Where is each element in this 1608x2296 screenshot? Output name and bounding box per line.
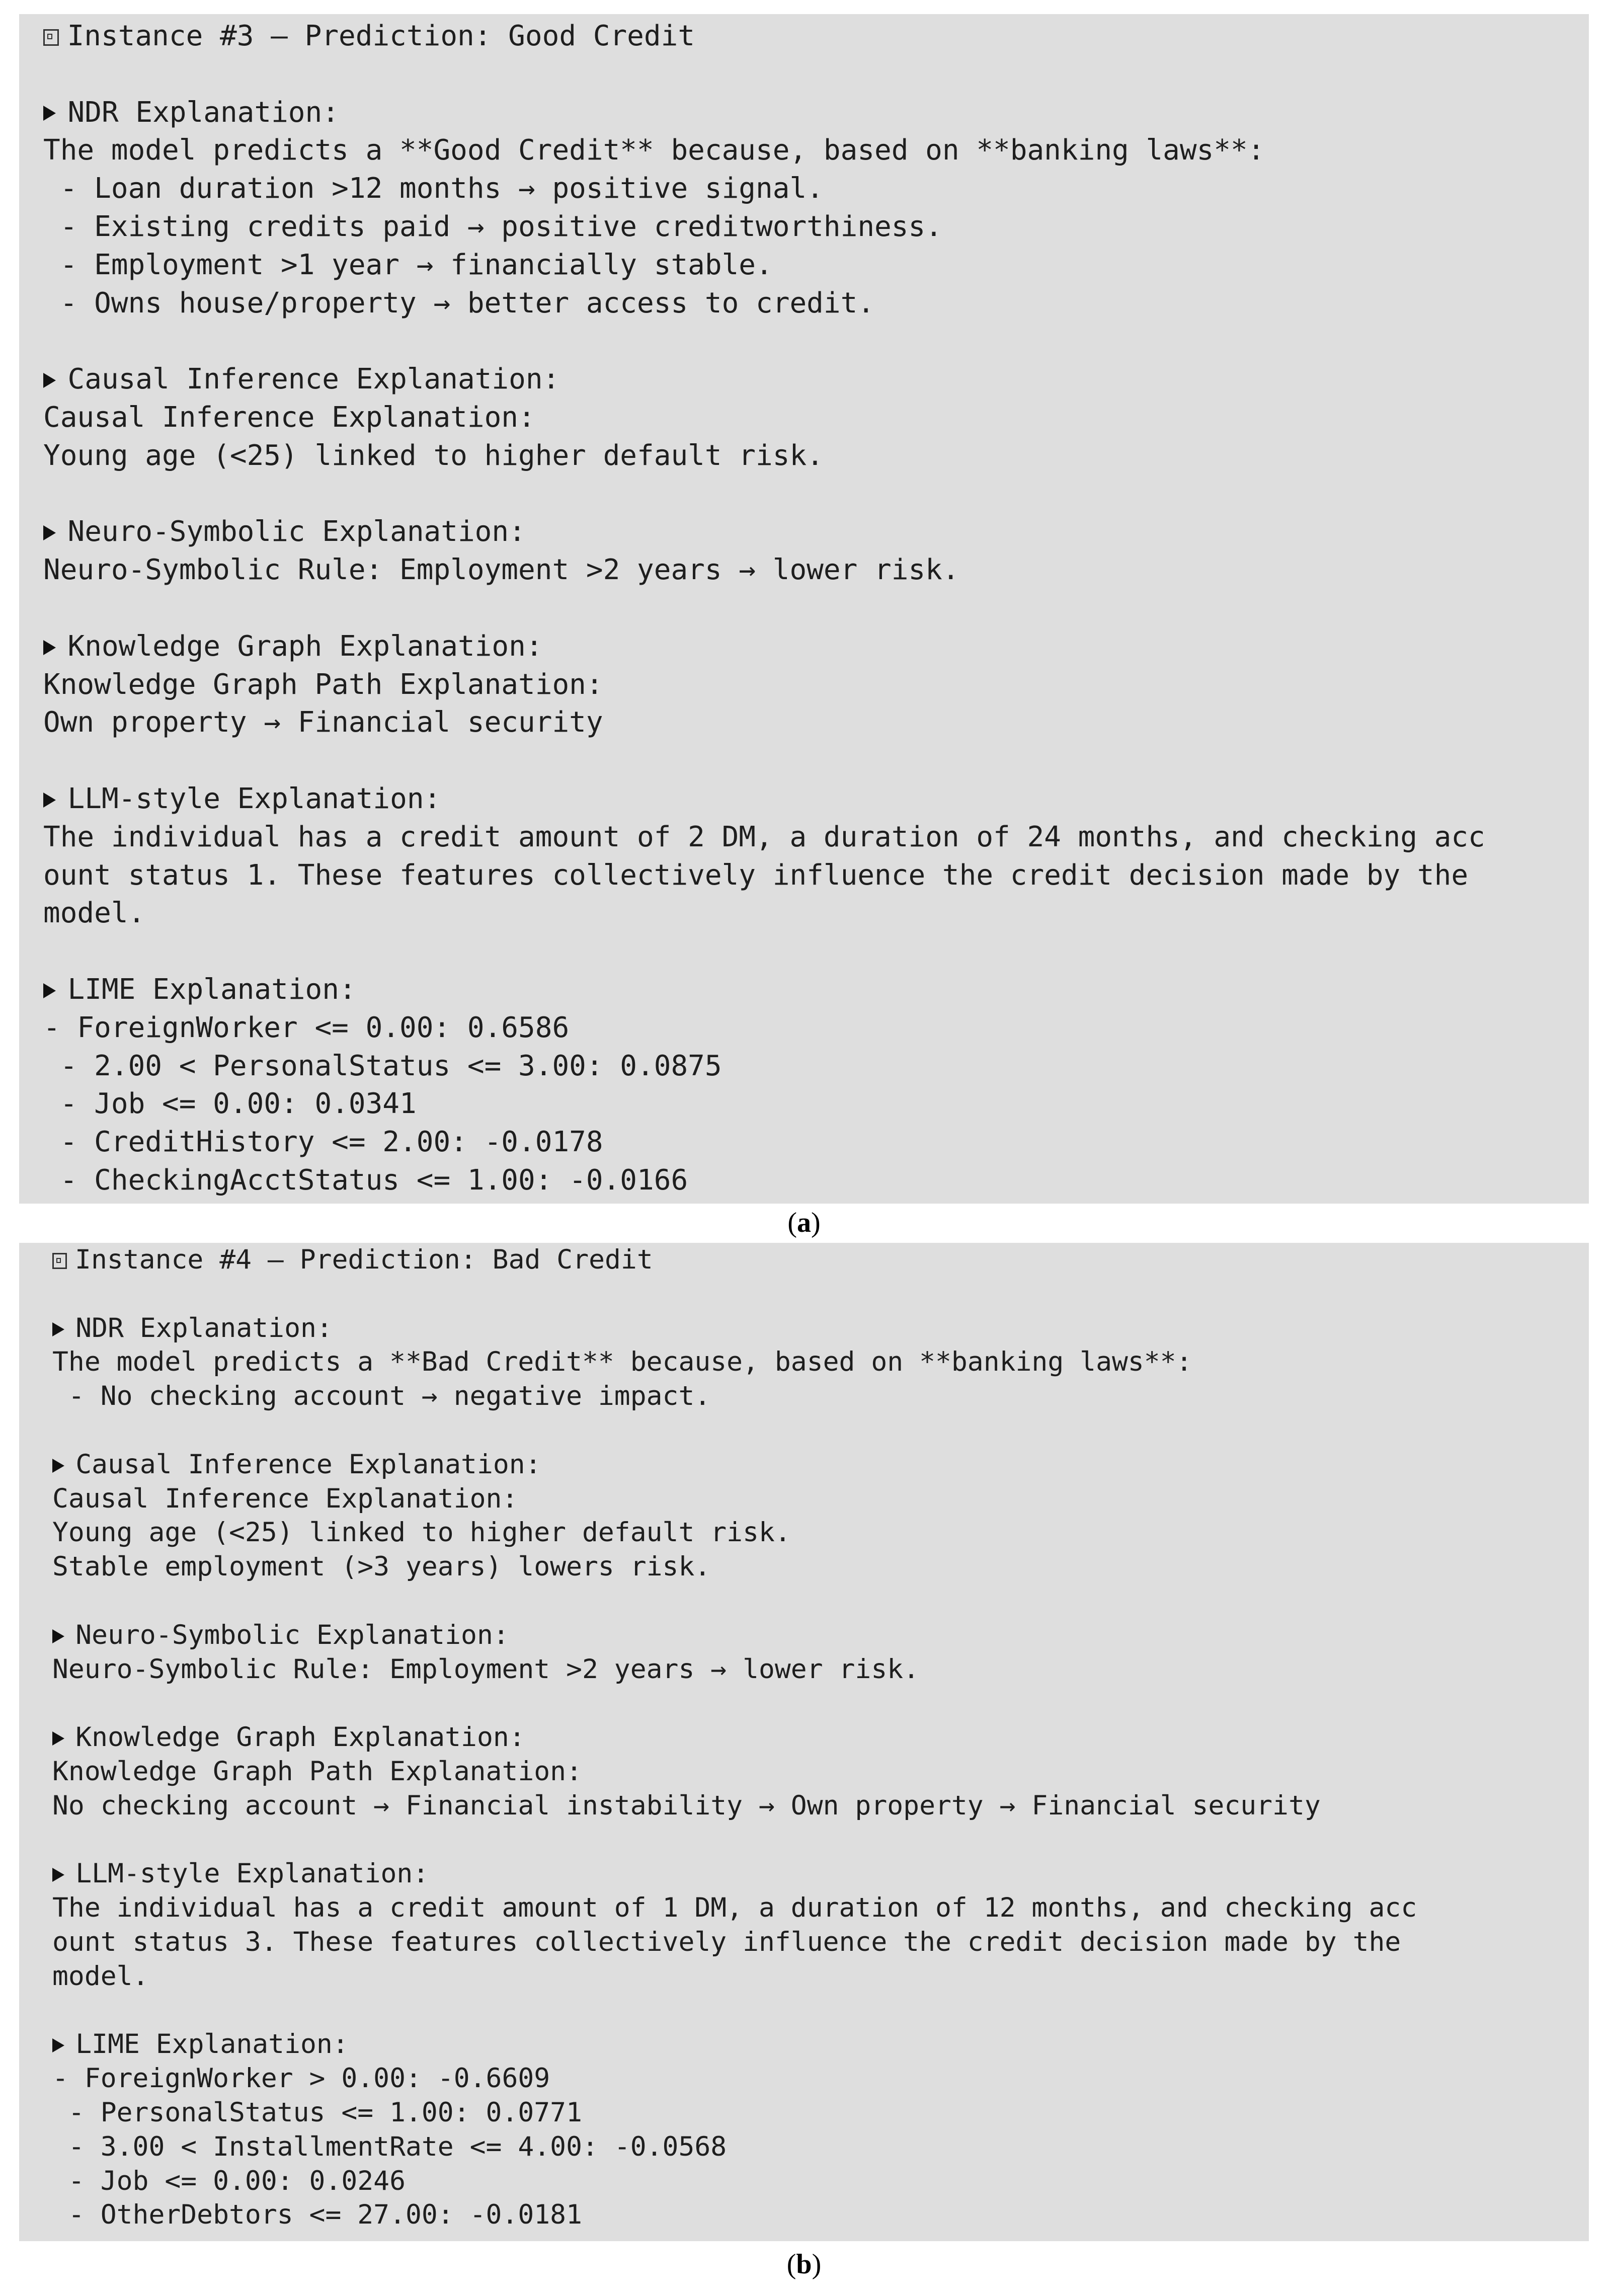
causal-line: Causal Inference Explanation: xyxy=(43,401,535,434)
document-icon xyxy=(43,29,59,46)
spacer xyxy=(43,322,1589,360)
output-panel-a xyxy=(19,14,1589,1204)
kg-line: No checking account → Financial instability → Own property → Financial security xyxy=(52,1790,1321,1821)
ndr-line: - Employment >1 year → financially stable. xyxy=(43,248,773,281)
instance-header: Instance #4 — Prediction: Bad Credit xyxy=(52,1243,1589,1277)
section-title-causal: Causal Inference Explanation: xyxy=(52,1448,1589,1482)
lime-line: - PersonalStatus <= 1.00: 0.0771 xyxy=(52,2097,582,2128)
ndr-line: - Existing credits paid → positive creditworthiness. xyxy=(43,210,942,243)
triangle-right-icon xyxy=(52,1731,64,1746)
triangle-right-icon xyxy=(43,640,56,655)
figure-caption-b: (b) xyxy=(786,2249,822,2280)
triangle-right-icon xyxy=(52,2038,64,2052)
triangle-right-icon xyxy=(43,983,56,998)
lime-line: - 2.00 < PersonalStatus <= 3.00: 0.0875 xyxy=(43,1049,722,1082)
lime-line: - 3.00 < InstallmentRate <= 4.00: -0.0568 xyxy=(52,2131,727,2162)
triangle-right-icon xyxy=(43,373,56,388)
spacer xyxy=(43,932,1589,971)
spacer xyxy=(52,1584,1589,1618)
kg-line: Own property → Financial security xyxy=(43,706,603,739)
spacer xyxy=(52,1277,1589,1311)
triangle-right-icon xyxy=(52,1459,64,1473)
section-title-neuro: Neuro-Symbolic Explanation: xyxy=(43,513,1589,551)
triangle-right-icon xyxy=(43,525,56,540)
llm-line: ount status 1. These features collectively influence the credit decision made by the xyxy=(43,858,1469,892)
lime-line: - CreditHistory <= 2.00: -0.0178 xyxy=(43,1126,603,1159)
llm-line: model. xyxy=(43,897,145,930)
llm-line: ount status 3. These features collectively influence the credit decision made by the xyxy=(52,1926,1401,1957)
spacer xyxy=(52,1994,1589,2028)
instance-header: Instance #3 — Prediction: Good Credit xyxy=(43,17,1589,55)
triangle-right-icon xyxy=(52,1868,64,1882)
section-title-causal: Causal Inference Explanation: xyxy=(43,360,1589,399)
ndr-line: The model predicts a **Bad Credit** because, based on **banking laws**: xyxy=(52,1347,1192,1378)
kg-line: Knowledge Graph Path Explanation: xyxy=(52,1756,582,1787)
section-title-ndr: NDR Explanation: xyxy=(43,94,1589,132)
spacer xyxy=(43,55,1589,94)
llm-line: model. xyxy=(52,1960,149,1992)
lime-line: - OtherDebtors <= 27.00: -0.0181 xyxy=(52,2199,582,2231)
lime-line: - CheckingAcctStatus <= 1.00: -0.0166 xyxy=(43,1163,688,1197)
section-title-llm: LLM-style Explanation: xyxy=(52,1857,1589,1891)
triangle-right-icon xyxy=(43,106,56,121)
ndr-line: - Owns house/property → better access to credit. xyxy=(43,286,875,320)
causal-line: Causal Inference Explanation: xyxy=(52,1483,518,1514)
triangle-right-icon xyxy=(43,793,56,808)
lime-line: - ForeignWorker <= 0.00: 0.6586 xyxy=(43,1011,570,1044)
section-title-lime: LIME Explanation: xyxy=(43,971,1589,1009)
spacer xyxy=(52,1413,1589,1448)
ndr-line: - Loan duration >12 months → positive signal. xyxy=(43,172,824,205)
spacer xyxy=(52,1686,1589,1720)
lime-line: - Job <= 0.00: 0.0246 xyxy=(52,2165,406,2196)
triangle-right-icon xyxy=(52,1629,64,1643)
causal-line: Stable employment (>3 years) lowers risk. xyxy=(52,1551,711,1582)
section-title-kg: Knowledge Graph Explanation: xyxy=(43,627,1589,666)
spacer xyxy=(43,475,1589,513)
section-title-lime: LIME Explanation: xyxy=(52,2027,1589,2062)
lime-line: - Job <= 0.00: 0.0341 xyxy=(43,1087,417,1121)
triangle-right-icon xyxy=(52,1322,64,1336)
figure-caption-a: (a) xyxy=(787,1207,821,1238)
llm-line: The individual has a credit amount of 2 DM, a duration of 24 months, and checking acc xyxy=(43,820,1485,853)
section-title-llm: LLM-style Explanation: xyxy=(43,780,1589,818)
document-icon xyxy=(52,1253,67,1269)
spacer xyxy=(43,589,1589,627)
ndr-line: The model predicts a **Good Credit** because, based on **banking laws**: xyxy=(43,134,1265,167)
spacer xyxy=(43,742,1589,780)
section-title-kg: Knowledge Graph Explanation: xyxy=(52,1720,1589,1755)
neuro-line: Neuro-Symbolic Rule: Employment >2 years → lower risk. xyxy=(43,553,959,587)
output-panel-b xyxy=(19,1243,1589,2241)
causal-line: Young age (<25) linked to higher default risk. xyxy=(43,439,824,472)
kg-line: Knowledge Graph Path Explanation: xyxy=(43,668,603,701)
ndr-line: - No checking account → negative impact. xyxy=(52,1381,711,1412)
lime-line: - ForeignWorker > 0.00: -0.6609 xyxy=(52,2063,550,2094)
section-title-neuro: Neuro-Symbolic Explanation: xyxy=(52,1618,1589,1652)
neuro-line: Neuro-Symbolic Rule: Employment >2 years → lower risk. xyxy=(52,1653,920,1685)
llm-line: The individual has a credit amount of 1 DM, a duration of 12 months, and checking acc xyxy=(52,1892,1417,1924)
spacer xyxy=(52,1823,1589,1857)
section-title-ndr: NDR Explanation: xyxy=(52,1311,1589,1345)
causal-line: Young age (<25) linked to higher default risk. xyxy=(52,1517,791,1548)
